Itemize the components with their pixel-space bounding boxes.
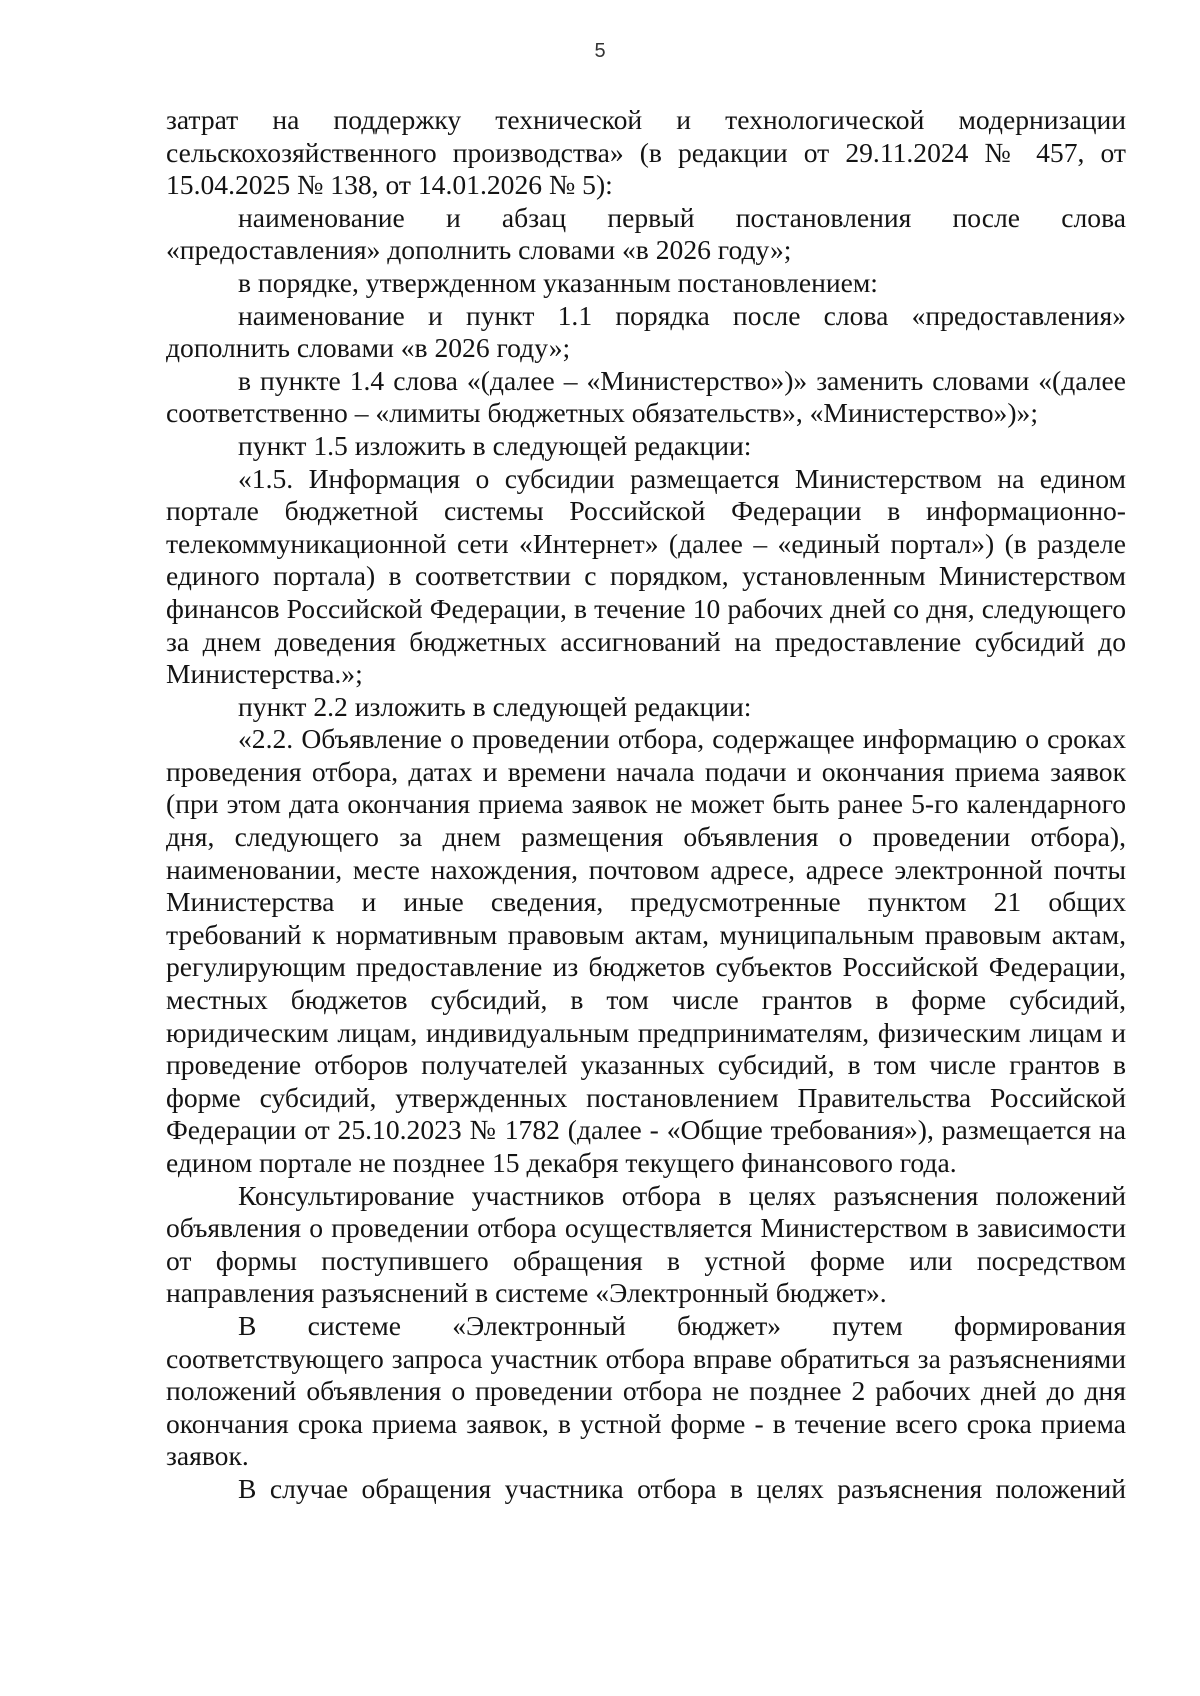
paragraph-item-1-1: наименование и пункт 1.1 порядка после слова «предоставления» дополнить словами «в 2026 году»; <box>166 299 1126 364</box>
document-body <box>166 104 1126 1506</box>
paragraph-item-2-2-heading: пункт 2.2 изложить в следующей редакции: <box>238 690 752 722</box>
paragraph-procedure-heading: в порядке, утвержденном указанным постановлением: <box>238 266 878 298</box>
paragraph-intro: затрат на поддержку технической и технологической модернизации сельскохозяйственного производства» (в редакции от 29.11.2024 № 457, от 15.04.2025 № 138, от 14.01.2026 № 5): <box>166 104 1126 201</box>
paragraph-request-case: В случае обращения участника отбора в целях разъяснения положений <box>238 1472 1126 1504</box>
page-number: 5 <box>594 40 606 62</box>
paragraph-item-1-4: в пункте 1.4 слова «(далее – «Министерство»)» заменить словами «(далее соответственно – «лимиты бюджетных обязательств», «Министерство»)»; <box>166 364 1126 429</box>
paragraph-item-1-5-heading: пункт 1.5 изложить в следующей редакции: <box>238 429 752 461</box>
paragraph-item-1-5-text: «1.5. Информация о субсидии размещается Министерством на едином портале бюджетной системы Российской Федерации в информационно-телекоммуникационной сети «Интернет» (далее – «единый портал») (в разделе единого портала) в соответствии с порядком, установленным Министерством финансов Российской Федерации, в течение 10 рабочих дней со дня, следующего за днем доведения бюджетных ассигнований на предоставление субсидий до Министерства.»; <box>166 462 1126 690</box>
paragraph-item-2-2-text: «2.2. Объявление о проведении отбора, содержащее информацию о сроках проведения отбора, датах и времени начала подачи и окончания приема заявок (при этом дата окончания приема заявок не может быть ранее 5-го календарного дня, следующего за днем размещения объявления о проведении отбора), наименовании, месте нахождения, почтовом адресе, адресе электронной почты Министерства и иные сведения, предусмотренные пунктом 21 общих требований к нормативным правовым актам, муниципальным правовым актам, регулирующим предоставление из бюджетов субъектов Российской Федерации, местных бюджетов субсидий, в том числе грантов в форме субсидий, юридическим лицам, индивидуальным предпринимателям, физическим лицам и проведение отборов получателей указанных субсидий, в том числе грантов в форме субсидий, утвержденных постановлением Правительства Российской Федерации от 25.10.2023 № 1782 (далее - «Общие требования»), размещается на едином портале не позднее 15 декабря текущего финансового года. <box>166 723 1126 1178</box>
paragraph-title-amendment: наименование и абзац первый постановления после слова «предоставления» дополнить словами «в 2026 году»; <box>166 201 1126 266</box>
paragraph-consulting: Консультирование участников отбора в целях разъяснения положений объявления о проведении отбора осуществляется Министерством в зависимости от формы поступившего обращения в устной форме или посредством направления разъяснений в системе «Электронный бюджет». <box>166 1179 1126 1309</box>
paragraph-electronic-budget: В системе «Электронный бюджет» путем формирования соответствующего запроса участник отбора вправе обратиться за разъяснениями положений объявления о проведении отбора не позднее 2 рабочих дней до дня окончания срока приема заявок, в устной форме - в течение всего срока приема заявок. <box>166 1309 1126 1472</box>
